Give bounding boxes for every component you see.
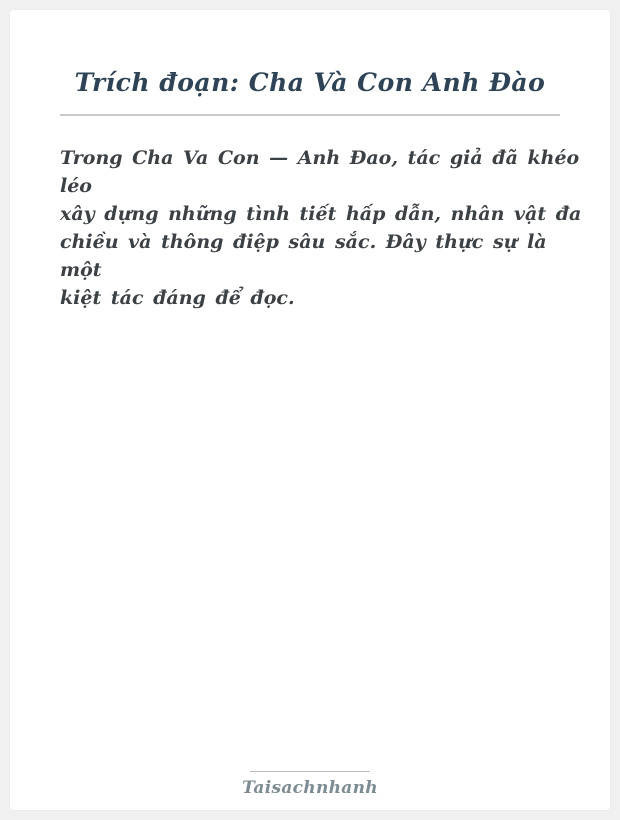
footer-brand: Taisachnhanh: [242, 778, 378, 798]
excerpt-line: kiệt tác đáng để đọc.: [60, 287, 295, 309]
excerpt-line: một: [60, 259, 102, 281]
document-page: [10, 10, 610, 810]
excerpt-paragraph: [60, 144, 582, 312]
excerpt-line: Trong Cha Va Con — Anh Đao, tác giả đã khéo: [60, 147, 580, 169]
excerpt-line: xây dựng những tình tiết hấp dẫn, nhân vật đa: [60, 203, 582, 225]
title-divider: [60, 114, 560, 116]
footer-divider: [250, 771, 370, 772]
page-footer: [10, 771, 610, 798]
excerpt-line: chiều và thông điệp sâu sắc. Đây thực sự là: [60, 231, 547, 253]
page-title: Trích đoạn: Cha Và Con Anh Đào: [74, 68, 546, 97]
excerpt-line: léo: [60, 175, 92, 197]
